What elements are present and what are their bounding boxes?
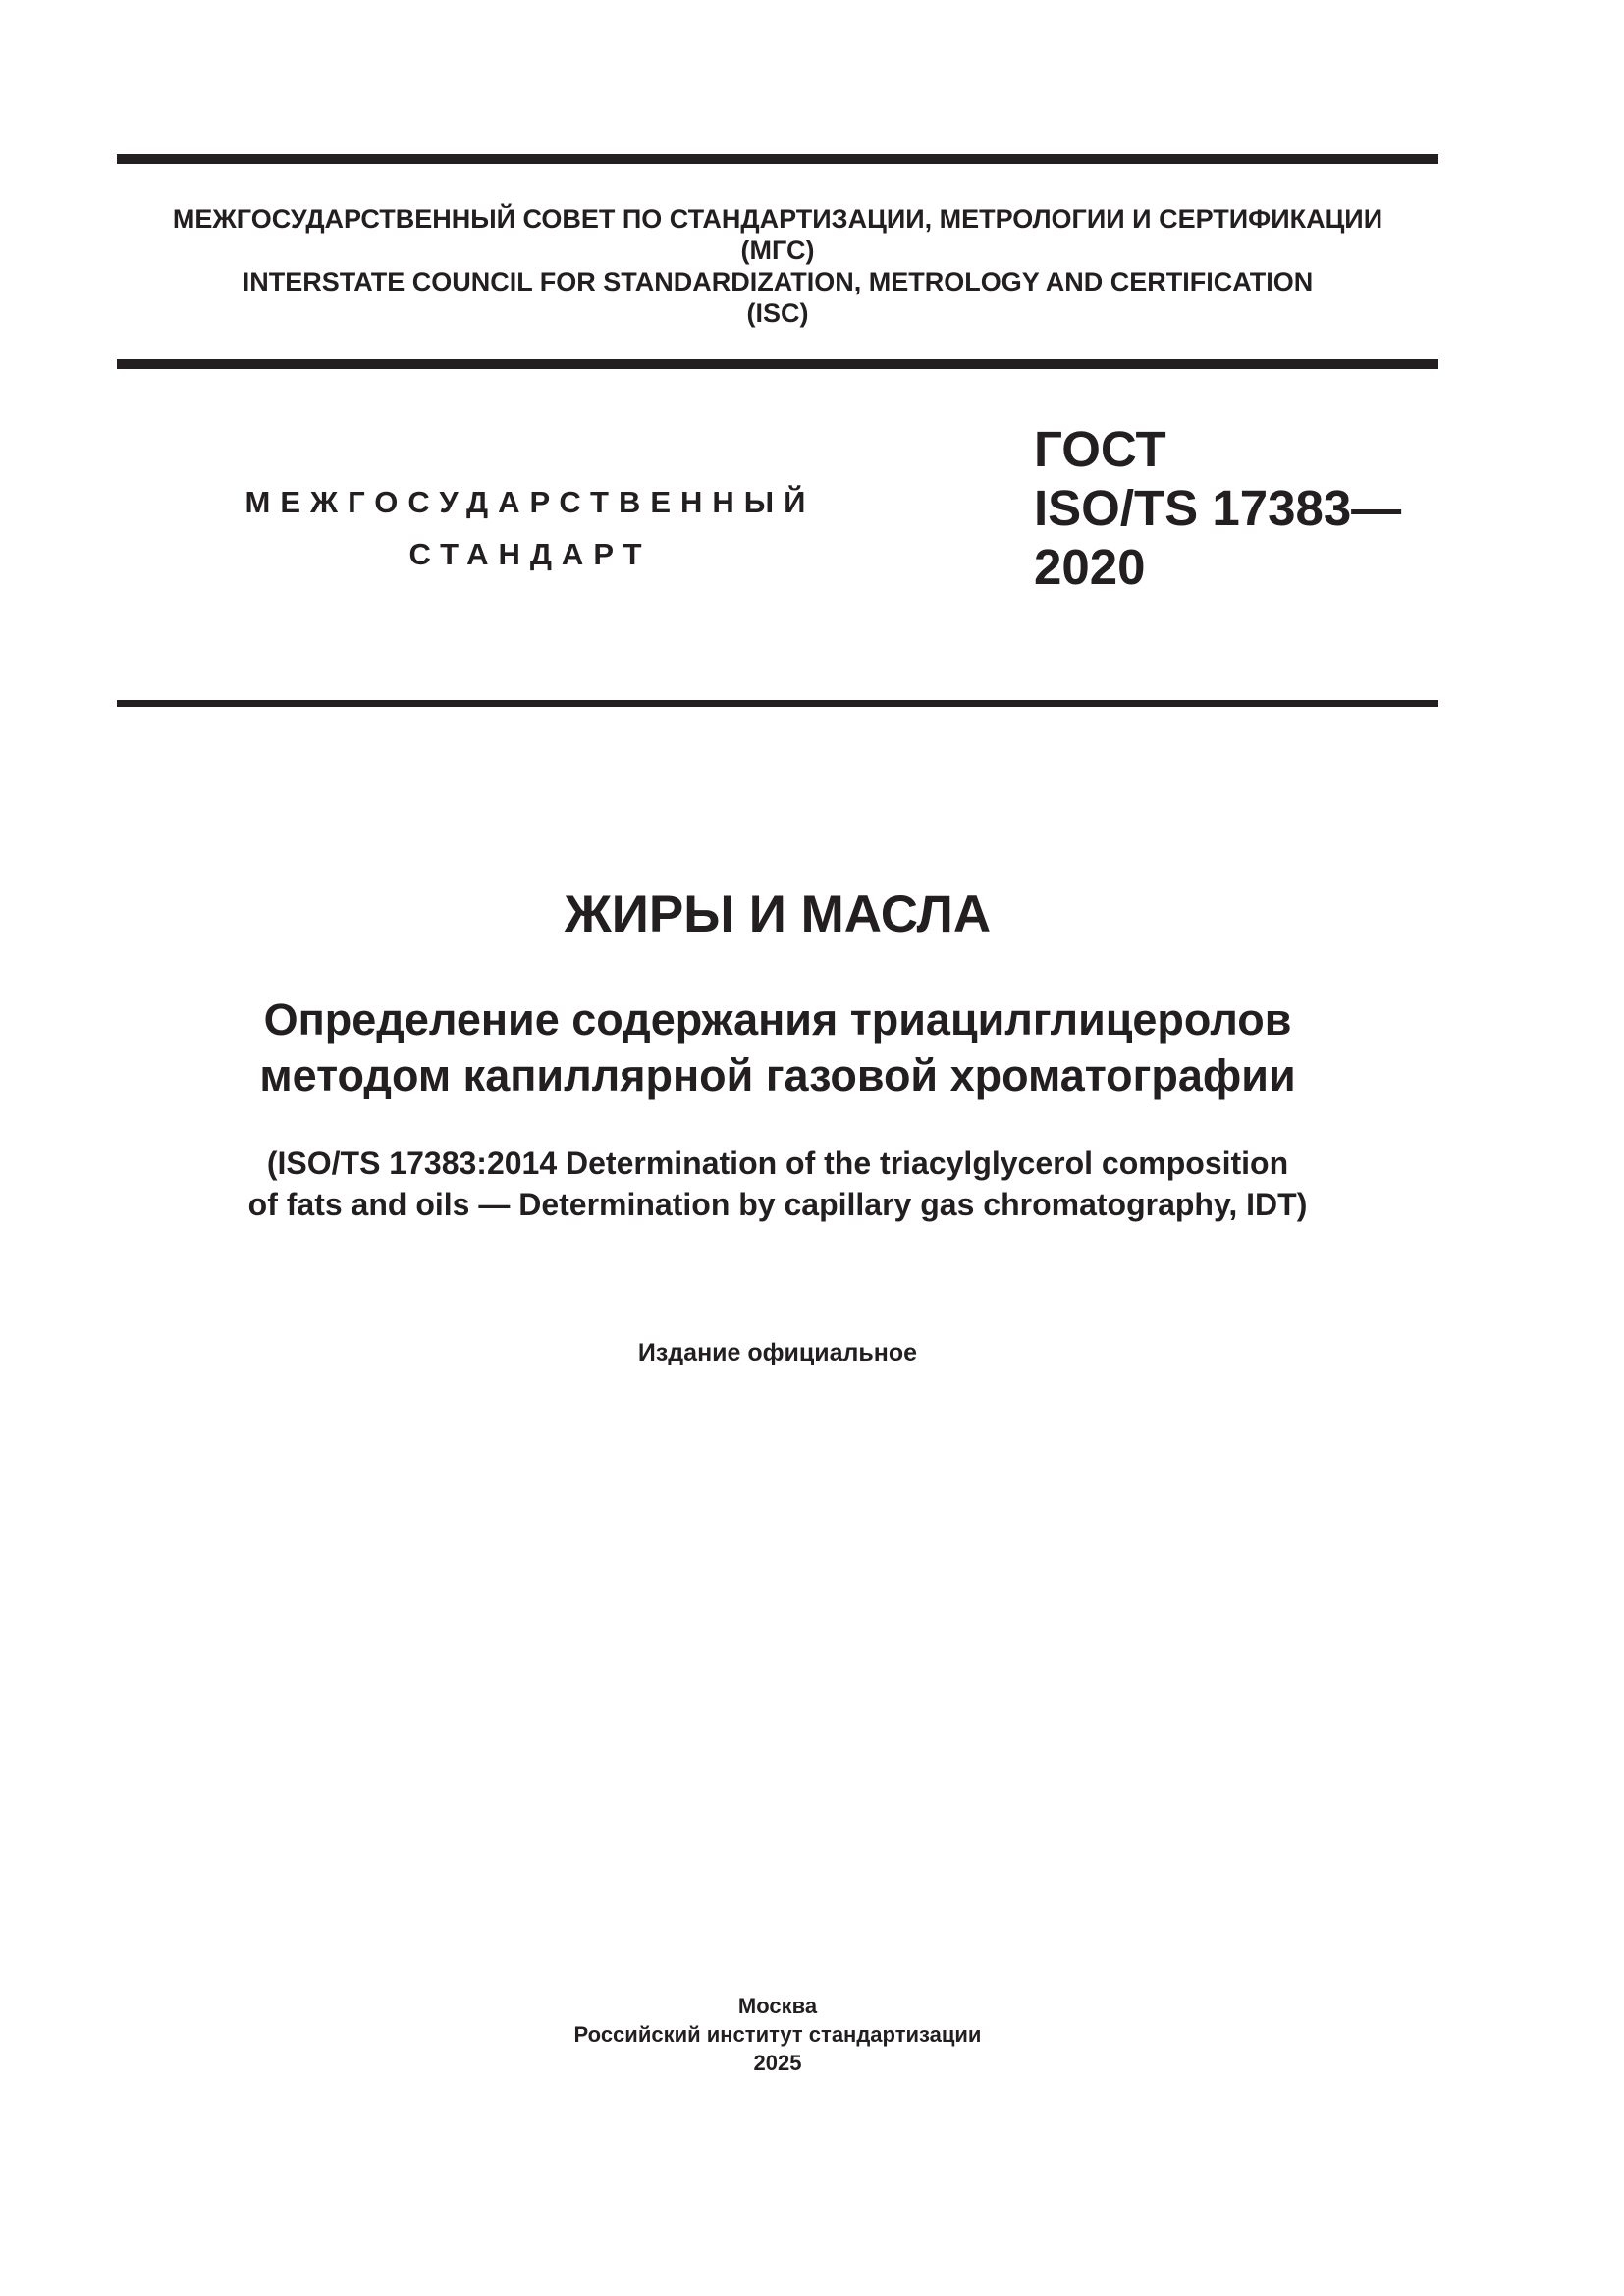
council-name-en: INTERSTATE COUNCIL FOR STANDARDIZATION, METROLOGY AND CERTIFICATION [242,267,1314,296]
publisher-imprint [117,1992,1438,2077]
council-name-ru: МЕЖГОСУДАРСТВЕННЫЙ СОВЕТ ПО СТАНДАРТИЗАЦИИ, МЕТРОЛОГИИ И СЕРТИФИКАЦИИ [172,204,1383,234]
designation-line-1: ГОСТ [1034,421,1166,477]
standard-type-line-1: МЕЖГОСУДАРСТВЕННЫЙ [244,485,816,519]
edition-note: Издание официальное [637,1339,918,1366]
top-rule [117,154,1438,164]
reference-line-2: of fats and oils — Determination by capillary gas chromatography, IDT) [247,1187,1308,1222]
document-title: ЖИРЫ И МАСЛА [564,885,992,943]
designation-bottom-rule [117,700,1438,707]
standard-type-line-2: СТАНДАРТ [408,537,652,571]
council-abbr-ru: (МГС) [740,236,815,265]
council-header [117,203,1438,329]
header-bottom-rule [117,359,1438,369]
subtitle-line-2: методом капиллярной газовой хроматографии [259,1050,1296,1100]
imprint-city: Москва [737,1994,818,2018]
designation-line-3: 2020 [1034,539,1146,595]
document-subtitle [117,991,1438,1103]
subtitle-line-1: Определение содержания триацилглицеролов [263,994,1292,1044]
council-abbr-en: (ISC) [746,298,809,328]
original-standard-reference [117,1143,1438,1225]
standard-designation [1034,420,1401,597]
standard-type-label [216,476,844,580]
reference-line-1: (ISO/TS 17383:2014 Determination of the triacylglycerol composition [266,1146,1289,1181]
designation-line-2: ISO/TS 17383— [1034,480,1402,536]
imprint-year: 2025 [753,2051,802,2075]
imprint-publisher: Российский институт стандартизации [573,2022,982,2047]
